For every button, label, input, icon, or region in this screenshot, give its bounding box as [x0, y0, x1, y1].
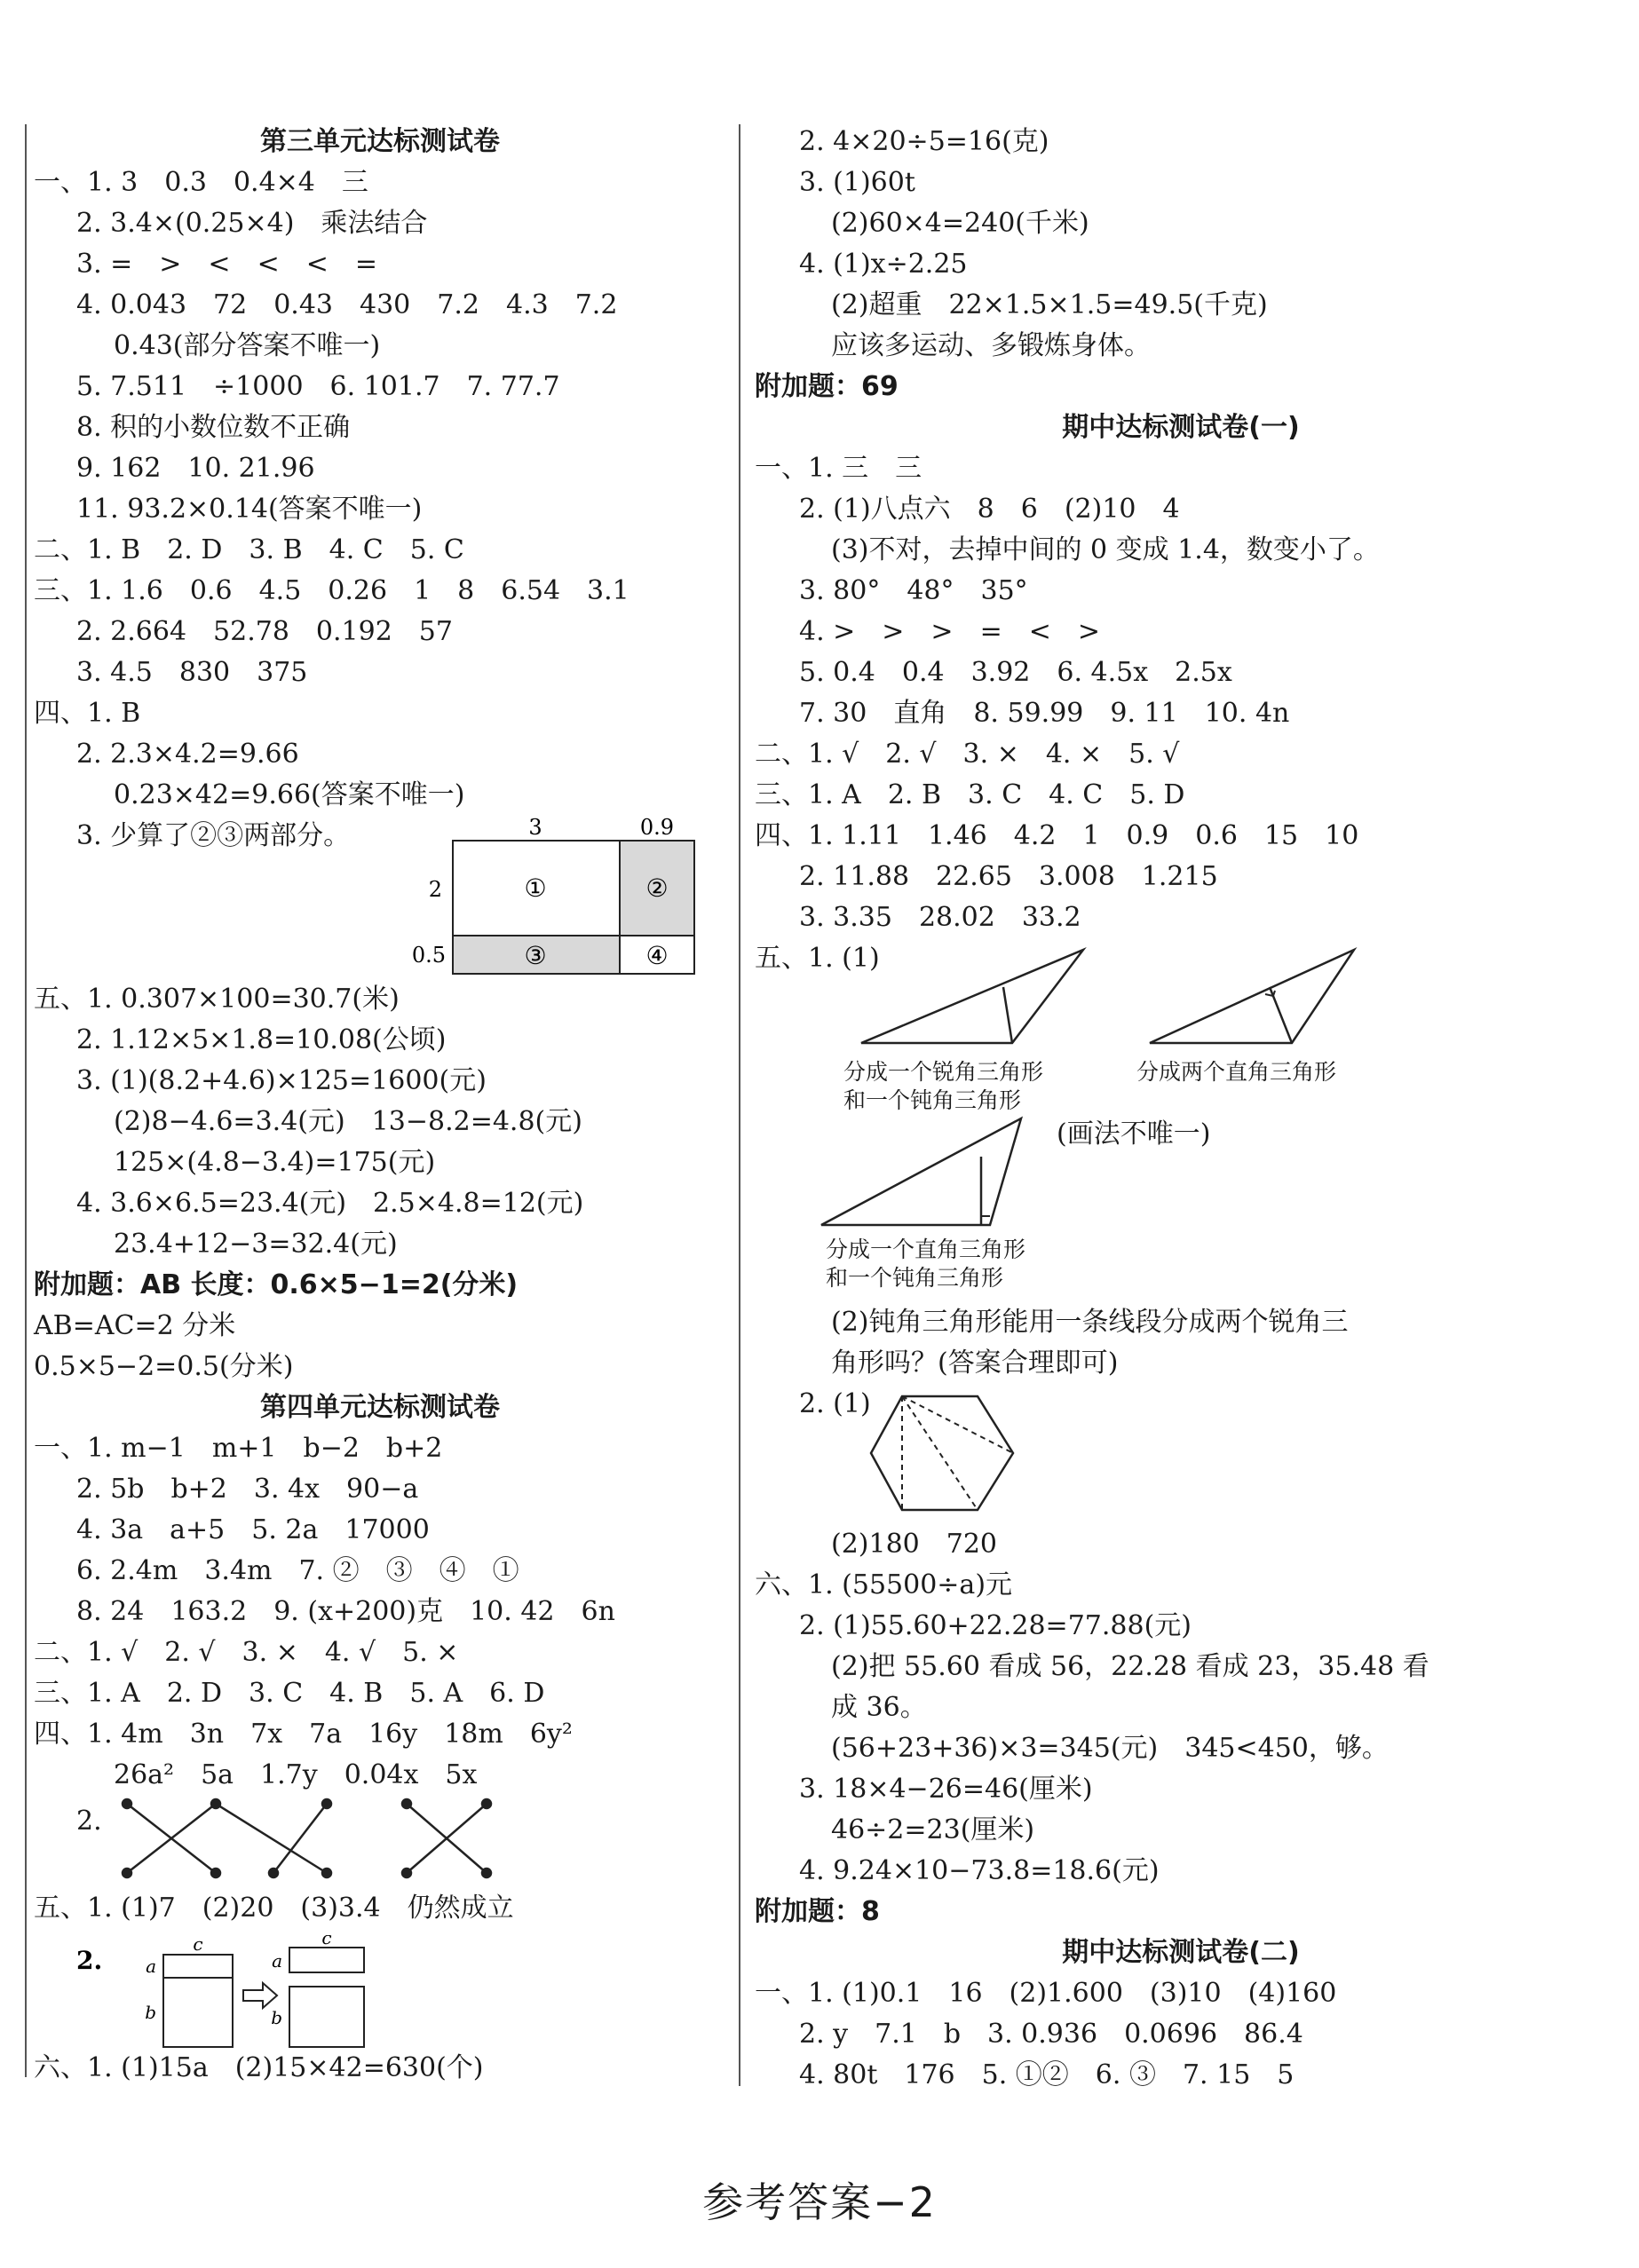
answer-line: 5. 0.4 0.4 3.92 6. 4.5x 2.5x: [799, 657, 1232, 688]
answer-line: 11. 93.2×0.14(答案不唯一): [76, 494, 423, 525]
area-model-figure: [407, 817, 700, 981]
answer-line: 125×(4.8−3.4)=175(元): [114, 1147, 436, 1178]
answer-line: 3. = > < < < =: [76, 249, 377, 280]
answer-line: 3. (1)60t: [799, 167, 915, 198]
answer-line: 一、1. (1)0.1 16 (2)1.600 (3)10 (4)160: [755, 1978, 1337, 2009]
answer-line: 4. 9.24×10−73.8=18.6(元): [799, 1855, 1160, 1886]
answer-line: 六、1. (55500÷a)元: [755, 1569, 1013, 1600]
area-part-4: ④: [645, 941, 669, 970]
answer-line: (2)超重 22×1.5×1.5=49.5(千克): [831, 289, 1268, 320]
answer-line: 4. 0.043 72 0.43 430 7.2 4.3 7.2: [76, 289, 618, 320]
svg-text:b: b: [271, 2007, 282, 2028]
triangle-caption: 分成一个锐角三角形: [843, 1059, 1044, 1085]
answer-line: 2. (1): [799, 1388, 871, 1419]
answer-line: 5. 7.511 ÷1000 6. 101.7 7. 77.7: [76, 371, 560, 402]
answer-line: (2)8−4.6=3.4(元) 13−8.2=4.8(元): [114, 1106, 582, 1137]
answer-line: 二、1. √ 2. √ 3. × 4. √ 5. ×: [34, 1637, 459, 1668]
svg-text:2.: 2.: [76, 1946, 103, 1975]
answer-line: 2. (1)八点六 8 6 (2)10 4: [799, 494, 1180, 525]
answer-line: 3. 3.35 28.02 33.2: [799, 902, 1081, 933]
bonus-line: 附加题：69: [755, 371, 899, 402]
answer-line: 2. (1)55.60+22.28=77.88(元): [799, 1610, 1192, 1641]
triangle-caption: 和一个钝角三角形: [826, 1265, 1004, 1291]
answer-line: 应该多运动、多锻炼身体。: [831, 330, 1151, 361]
answer-line: 六、1. (1)15a (2)15×42=630(个): [34, 2052, 484, 2083]
unit3-title: 第三单元达标测试卷: [260, 126, 500, 157]
answer-line: 五、1. (1): [755, 943, 880, 974]
svg-text:c: c: [193, 1935, 203, 1955]
answer-line: 四、1. 4m 3n 7x 7a 16y 18m 6y²: [34, 1719, 573, 1750]
bonus-line: 附加题：8: [755, 1896, 880, 1927]
answer-line: 一、1. m−1 m+1 b−2 b+2: [34, 1433, 443, 1464]
answer-line: 三、1. A 2. D 3. C 4. B 5. A 6. D: [34, 1678, 545, 1709]
answer-line: 四、1. 1.11 1.46 4.2 1 0.9 0.6 15 10: [755, 820, 1359, 851]
left-margin-rule: [25, 124, 27, 2077]
answer-line: (56+23+36)×3=345(元) 345<450，够。: [831, 1733, 1389, 1764]
answer-line: 五、1. (1)7 (2)20 (3)3.4 仍然成立: [34, 1893, 514, 1924]
hexagon-figure: [867, 1389, 1026, 1522]
answer-line: 4. 3.6×6.5=23.4(元) 2.5×4.8=12(元): [76, 1188, 584, 1219]
answer-line: 五、1. 0.307×100=30.7(米): [34, 984, 400, 1015]
svg-text:a: a: [272, 1950, 282, 1972]
answer-line: 8. 24 163.2 9. (x+200)克 10. 42 6n: [76, 1596, 615, 1627]
answer-line: 3. 80° 48° 35°: [799, 575, 1028, 606]
answer-line: 2. 2.664 52.78 0.192 57: [76, 616, 453, 647]
answer-line: 8. 积的小数位数不正确: [76, 412, 351, 443]
matching-lines-figure: [114, 1793, 522, 1882]
answer-line: 一、1. 3 0.3 0.4×4 三: [34, 167, 368, 198]
triangle-caption: 和一个钝角三角形: [843, 1087, 1022, 1113]
answer-line: 二、1. √ 2. √ 3. × 4. × 5. √: [755, 739, 1180, 770]
svg-text:b: b: [145, 2002, 156, 2023]
matching-label: 2.: [76, 1806, 102, 1837]
page-footer: 参考答案−2: [702, 2178, 937, 2226]
area-side-label-b: 0.5: [411, 943, 446, 968]
bonus-line: 附加题：AB 长度：0.6×5−1=2(分米): [34, 1269, 519, 1300]
area-part-2: ②: [645, 873, 669, 903]
answer-line: (2)180 720: [831, 1529, 998, 1560]
answer-line: 2. 2.3×4.2=9.66: [76, 739, 299, 770]
answer-line: 2. 3.4×(0.25×4) 乘法结合: [76, 208, 428, 239]
triangle-caption: 分成一个直角三角形: [826, 1237, 1026, 1262]
area-top-label-b: 0.9: [639, 817, 675, 840]
unit4-title: 第四单元达标测试卷: [260, 1392, 500, 1423]
area-part-1: ①: [524, 873, 547, 903]
answer-line: 角形吗？(答案合理即可): [831, 1347, 1119, 1379]
answer-line: (2)把 55.60 看成 56，22.28 看成 23，35.48 看: [831, 1651, 1429, 1682]
triangle-caption: 分成两个直角三角形: [1136, 1059, 1337, 1085]
midterm1-title: 期中达标测试卷(一): [1062, 412, 1300, 443]
answer-line: 三、1. A 2. B 3. C 4. C 5. D: [755, 779, 1185, 810]
answer-line: (2)60×4=240(千米): [831, 208, 1089, 239]
area-part-3: ③: [524, 941, 547, 970]
answer-line: AB=AC=2 分米: [34, 1310, 236, 1341]
answer-line: 4. > > > = < >: [799, 616, 1100, 647]
answer-line: 6. 2.4m 3.4m 7. ② ③ ④ ①: [76, 1555, 519, 1586]
answer-line: 3. 18×4−26=46(厘米): [799, 1774, 1093, 1805]
answer-line: 3. (1)(8.2+4.6)×125=1600(元): [76, 1065, 487, 1096]
answer-line: 二、1. B 2. D 3. B 4. C 5. C: [34, 534, 464, 565]
area-side-label-a: 2: [428, 877, 442, 902]
answer-line: 2. 1.12×5×1.8=10.08(公顷): [76, 1024, 447, 1055]
answer-line: 2. 11.88 22.65 3.008 1.215: [799, 861, 1218, 892]
answer-line: 3. 4.5 830 375: [76, 657, 308, 688]
answer-line: 三、1. 1.6 0.6 4.5 0.26 1 8 6.54 3.1: [34, 575, 629, 606]
area-top-label-a: 3: [528, 817, 542, 840]
answer-line: 9. 162 10. 21.96: [76, 453, 315, 484]
answer-line: 2. 4×20÷5=16(克): [799, 126, 1049, 157]
answer-line: 成 36。: [831, 1692, 927, 1723]
svg-text:c: c: [321, 1935, 332, 1948]
answer-line: (3)不对，去掉中间的 0 变成 1.4，数变小了。: [831, 534, 1380, 565]
svg-text:a: a: [146, 1956, 156, 1977]
answer-line: 一、1. 三 三: [755, 453, 922, 484]
answer-line: 0.43(部分答案不唯一): [114, 330, 381, 361]
answer-line: 4. 3a a+5 5. 2a 17000: [76, 1514, 430, 1545]
answer-line: 4. 80t 176 5. ①② 6. ③ 7. 15 5: [799, 2059, 1295, 2090]
triangle-note: (画法不唯一): [1057, 1118, 1211, 1150]
answer-line: 四、1. B: [34, 698, 141, 729]
answer-line: 46÷2=23(厘米): [831, 1814, 1035, 1845]
answer-line: 0.5×5−2=0.5(分米): [34, 1351, 294, 1382]
answer-line: 3. 少算了②③两部分。: [76, 820, 351, 851]
midterm2-title: 期中达标测试卷(二): [1062, 1937, 1300, 1968]
answer-line: 7. 30 直角 8. 59.99 9. 11 10. 4n: [799, 698, 1290, 729]
answer-line: 0.23×42=9.66(答案不唯一): [114, 779, 465, 810]
column-divider: [739, 124, 740, 2086]
answer-line: 2. 5b b+2 3. 4x 90−a: [76, 1474, 419, 1505]
answer-line: 4. (1)x÷2.25: [799, 249, 968, 280]
rectangle-transform-figure: [76, 1935, 396, 2059]
answer-line: 23.4+12−3=32.4(元): [114, 1229, 398, 1260]
answer-line: 26a² 5a 1.7y 0.04x 5x: [114, 1759, 478, 1790]
answer-line: (2)钝角三角形能用一条线段分成两个锐角三: [831, 1307, 1349, 1338]
answer-line: 2. y 7.1 b 3. 0.936 0.0696 86.4: [799, 2019, 1303, 2050]
